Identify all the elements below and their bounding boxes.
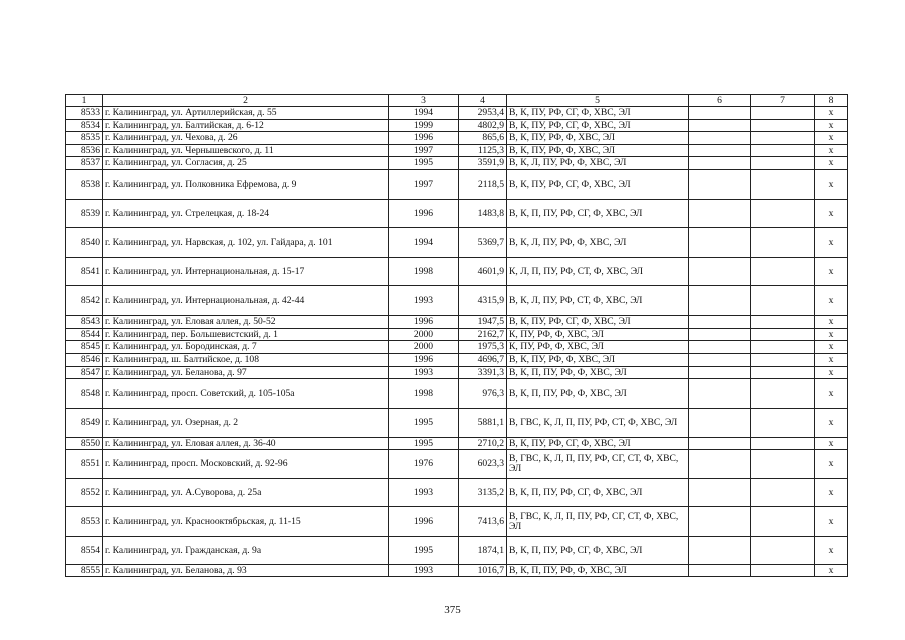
column-7-cell bbox=[751, 450, 815, 479]
column-7-cell bbox=[751, 537, 815, 565]
year-cell: 1998 bbox=[389, 379, 459, 409]
area-cell: 5881,1 bbox=[459, 409, 507, 438]
services-cell: В, К, П, ПУ, РФ, СГ, Ф, ХВС, ЭЛ bbox=[507, 537, 689, 565]
address-cell: г. Калининград, ул. Еловая аллея, д. 50-52 bbox=[103, 316, 389, 329]
services-cell: В, ГВС, К, Л, П, ПУ, РФ, СГ, СТ, Ф, ХВС, ЭЛ bbox=[507, 450, 689, 479]
column-7-cell bbox=[751, 438, 815, 450]
housing-table bbox=[65, 94, 848, 577]
column-6-cell bbox=[689, 286, 751, 316]
row-number-cell: 8534 bbox=[66, 120, 103, 132]
table-row bbox=[66, 170, 848, 200]
mark-cell: х bbox=[815, 354, 848, 367]
table-row bbox=[66, 200, 848, 228]
row-number-cell: 8548 bbox=[66, 379, 103, 409]
services-cell: В, К, П, ПУ, РФ, СГ, Ф, ХВС, ЭЛ bbox=[507, 479, 689, 507]
row-number-cell: 8552 bbox=[66, 479, 103, 507]
table-row bbox=[66, 316, 848, 329]
row-number-cell: 8549 bbox=[66, 409, 103, 438]
year-cell: 1996 bbox=[389, 132, 459, 145]
mark-cell: х bbox=[815, 565, 848, 577]
header-cell-3: 3 bbox=[389, 95, 459, 107]
address-cell: г. Калининград, ул. Артиллерийская, д. 55 bbox=[103, 107, 389, 120]
address-cell: г. Калининград, ул. Бородинская, д. 7 bbox=[103, 341, 389, 354]
row-number-cell: 8555 bbox=[66, 565, 103, 577]
column-7-cell bbox=[751, 170, 815, 200]
area-cell: 3391,3 bbox=[459, 367, 507, 379]
table-row bbox=[66, 565, 848, 577]
column-6-cell bbox=[689, 329, 751, 341]
column-7-cell bbox=[751, 132, 815, 145]
area-cell: 1947,5 bbox=[459, 316, 507, 329]
mark-cell: х bbox=[815, 450, 848, 479]
services-cell: В, К, ПУ, РФ, СГ, Ф, ХВС, ЭЛ bbox=[507, 438, 689, 450]
year-cell: 1999 bbox=[389, 120, 459, 132]
area-cell: 1125,3 bbox=[459, 145, 507, 157]
services-cell: В, К, П, ПУ, РФ, Ф, ХВС, ЭЛ bbox=[507, 565, 689, 577]
row-number-cell: 8538 bbox=[66, 170, 103, 200]
row-number-cell: 8536 bbox=[66, 145, 103, 157]
column-6-cell bbox=[689, 228, 751, 258]
year-cell: 1993 bbox=[389, 367, 459, 379]
mark-cell: х bbox=[815, 409, 848, 438]
mark-cell: х bbox=[815, 438, 848, 450]
column-6-cell bbox=[689, 565, 751, 577]
year-cell: 1996 bbox=[389, 316, 459, 329]
column-6-cell bbox=[689, 367, 751, 379]
area-cell: 1874,1 bbox=[459, 537, 507, 565]
services-cell: К, Л, П, ПУ, РФ, СТ, Ф, ХВС, ЭЛ bbox=[507, 258, 689, 286]
mark-cell: х bbox=[815, 145, 848, 157]
year-cell: 1995 bbox=[389, 438, 459, 450]
mark-cell: х bbox=[815, 341, 848, 354]
header-row bbox=[66, 95, 848, 107]
mark-cell: х bbox=[815, 132, 848, 145]
address-cell: г. Калининград, просп. Московский, д. 92-96 bbox=[103, 450, 389, 479]
column-7-cell bbox=[751, 479, 815, 507]
mark-cell: х bbox=[815, 479, 848, 507]
column-7-cell bbox=[751, 565, 815, 577]
address-cell: г. Калининград, ул. Согласия, д. 25 bbox=[103, 157, 389, 170]
column-7-cell bbox=[751, 286, 815, 316]
row-number-cell: 8533 bbox=[66, 107, 103, 120]
services-cell: В, К, Л, ПУ, РФ, СТ, Ф, ХВС, ЭЛ bbox=[507, 286, 689, 316]
column-7-cell bbox=[751, 341, 815, 354]
services-cell: В, К, ПУ, РФ, СГ, Ф, ХВС, ЭЛ bbox=[507, 316, 689, 329]
area-cell: 2953,4 bbox=[459, 107, 507, 120]
table-row bbox=[66, 107, 848, 120]
address-cell: г. Калининград, ул. Стрелецкая, д. 18-24 bbox=[103, 200, 389, 228]
mark-cell: х bbox=[815, 286, 848, 316]
row-number-cell: 8541 bbox=[66, 258, 103, 286]
column-6-cell bbox=[689, 258, 751, 286]
column-6-cell bbox=[689, 379, 751, 409]
year-cell: 1997 bbox=[389, 145, 459, 157]
area-cell: 5369,7 bbox=[459, 228, 507, 258]
column-6-cell bbox=[689, 200, 751, 228]
year-cell: 1995 bbox=[389, 157, 459, 170]
header-cell-6: 6 bbox=[689, 95, 751, 107]
column-7-cell bbox=[751, 258, 815, 286]
year-cell: 1996 bbox=[389, 507, 459, 537]
column-6-cell bbox=[689, 132, 751, 145]
address-cell: г. Калининград, ул. Чернышевского, д. 11 bbox=[103, 145, 389, 157]
table-row bbox=[66, 379, 848, 409]
address-cell: г. Калининград, ул. Беланова, д. 97 bbox=[103, 367, 389, 379]
mark-cell: х bbox=[815, 379, 848, 409]
header-cell-5: 5 bbox=[507, 95, 689, 107]
mark-cell: х bbox=[815, 200, 848, 228]
column-6-cell bbox=[689, 170, 751, 200]
services-cell: В, К, П, ПУ, РФ, Ф, ХВС, ЭЛ bbox=[507, 379, 689, 409]
address-cell: г. Калининград, ул. Еловая аллея, д. 36-40 bbox=[103, 438, 389, 450]
year-cell: 1976 bbox=[389, 450, 459, 479]
table-row bbox=[66, 409, 848, 438]
mark-cell: х bbox=[815, 329, 848, 341]
column-7-cell bbox=[751, 107, 815, 120]
column-6-cell bbox=[689, 145, 751, 157]
area-cell: 1975,3 bbox=[459, 341, 507, 354]
mark-cell: х bbox=[815, 537, 848, 565]
row-number-cell: 8544 bbox=[66, 329, 103, 341]
address-cell: г. Калининград, ш. Балтийское, д. 108 bbox=[103, 354, 389, 367]
table-row bbox=[66, 132, 848, 145]
row-number-cell: 8545 bbox=[66, 341, 103, 354]
table-row bbox=[66, 329, 848, 341]
row-number-cell: 8542 bbox=[66, 286, 103, 316]
column-6-cell bbox=[689, 107, 751, 120]
area-cell: 4802,9 bbox=[459, 120, 507, 132]
services-cell: В, К, ПУ, РФ, СГ, Ф, ХВС, ЭЛ bbox=[507, 107, 689, 120]
column-7-cell bbox=[751, 379, 815, 409]
address-cell: г. Калининград, ул. Чехова, д. 26 bbox=[103, 132, 389, 145]
year-cell: 2000 bbox=[389, 329, 459, 341]
year-cell: 1995 bbox=[389, 409, 459, 438]
area-cell: 4601,9 bbox=[459, 258, 507, 286]
area-cell: 1016,7 bbox=[459, 565, 507, 577]
row-number-cell: 8539 bbox=[66, 200, 103, 228]
area-cell: 4315,9 bbox=[459, 286, 507, 316]
address-cell: г. Калининград, ул. Гражданская, д. 9а bbox=[103, 537, 389, 565]
area-cell: 7413,6 bbox=[459, 507, 507, 537]
row-number-cell: 8543 bbox=[66, 316, 103, 329]
table-row bbox=[66, 341, 848, 354]
area-cell: 2118,5 bbox=[459, 170, 507, 200]
services-cell: В, К, П, ПУ, РФ, СГ, Ф, ХВС, ЭЛ bbox=[507, 200, 689, 228]
header-cell-4: 4 bbox=[459, 95, 507, 107]
row-number-cell: 8540 bbox=[66, 228, 103, 258]
year-cell: 1995 bbox=[389, 537, 459, 565]
table-row bbox=[66, 157, 848, 170]
header-cell-1: 1 bbox=[66, 95, 103, 107]
services-cell: К, ПУ, РФ, Ф, ХВС, ЭЛ bbox=[507, 329, 689, 341]
column-6-cell bbox=[689, 409, 751, 438]
mark-cell: х bbox=[815, 507, 848, 537]
mark-cell: х bbox=[815, 316, 848, 329]
year-cell: 1996 bbox=[389, 200, 459, 228]
year-cell: 1993 bbox=[389, 286, 459, 316]
area-cell: 3135,2 bbox=[459, 479, 507, 507]
year-cell: 1994 bbox=[389, 228, 459, 258]
address-cell: г. Калининград, просп. Советский, д. 105-105а bbox=[103, 379, 389, 409]
mark-cell: х bbox=[815, 367, 848, 379]
mark-cell: х bbox=[815, 170, 848, 200]
services-cell: В, К, Л, ПУ, РФ, Ф, ХВС, ЭЛ bbox=[507, 157, 689, 170]
year-cell: 1997 bbox=[389, 170, 459, 200]
table-row bbox=[66, 354, 848, 367]
row-number-cell: 8551 bbox=[66, 450, 103, 479]
column-7-cell bbox=[751, 228, 815, 258]
mark-cell: х bbox=[815, 107, 848, 120]
column-6-cell bbox=[689, 341, 751, 354]
area-cell: 2162,7 bbox=[459, 329, 507, 341]
area-cell: 6023,3 bbox=[459, 450, 507, 479]
area-cell: 3591,9 bbox=[459, 157, 507, 170]
table-row bbox=[66, 450, 848, 479]
column-6-cell bbox=[689, 316, 751, 329]
services-cell: В, К, ПУ, РФ, Ф, ХВС, ЭЛ bbox=[507, 132, 689, 145]
table-row bbox=[66, 367, 848, 379]
services-cell: В, К, ПУ, РФ, Ф, ХВС, ЭЛ bbox=[507, 354, 689, 367]
address-cell: г. Калининград, ул. Балтийская, д. 6-12 bbox=[103, 120, 389, 132]
services-cell: В, ГВС, К, Л, П, ПУ, РФ, СТ, Ф, ХВС, ЭЛ bbox=[507, 409, 689, 438]
services-cell: В, К, П, ПУ, РФ, Ф, ХВС, ЭЛ bbox=[507, 367, 689, 379]
services-cell: В, К, ПУ, РФ, Ф, ХВС, ЭЛ bbox=[507, 145, 689, 157]
mark-cell: х bbox=[815, 120, 848, 132]
address-cell: г. Калининград, ул. Интернациональная, д. 42-44 bbox=[103, 286, 389, 316]
address-cell: г. Калининград, ул. Интернациональная, д. 15-17 bbox=[103, 258, 389, 286]
table-row bbox=[66, 507, 848, 537]
column-6-cell bbox=[689, 537, 751, 565]
area-cell: 4696,7 bbox=[459, 354, 507, 367]
page-number: 375 bbox=[444, 604, 461, 616]
column-7-cell bbox=[751, 354, 815, 367]
row-number-cell: 8546 bbox=[66, 354, 103, 367]
address-cell: г. Калининград, пер. Большевистский, д. 1 bbox=[103, 329, 389, 341]
table-row bbox=[66, 286, 848, 316]
address-cell: г. Калининград, ул. А.Суворова, д. 25а bbox=[103, 479, 389, 507]
year-cell: 1994 bbox=[389, 107, 459, 120]
area-cell: 865,6 bbox=[459, 132, 507, 145]
column-6-cell bbox=[689, 354, 751, 367]
column-7-cell bbox=[751, 409, 815, 438]
mark-cell: х bbox=[815, 157, 848, 170]
column-7-cell bbox=[751, 507, 815, 537]
year-cell: 1993 bbox=[389, 565, 459, 577]
row-number-cell: 8537 bbox=[66, 157, 103, 170]
column-7-cell bbox=[751, 367, 815, 379]
header-cell-8: 8 bbox=[815, 95, 848, 107]
column-7-cell bbox=[751, 316, 815, 329]
table-row bbox=[66, 537, 848, 565]
area-cell: 976,3 bbox=[459, 379, 507, 409]
row-number-cell: 8550 bbox=[66, 438, 103, 450]
column-6-cell bbox=[689, 120, 751, 132]
table-row bbox=[66, 479, 848, 507]
mark-cell: х bbox=[815, 228, 848, 258]
year-cell: 1998 bbox=[389, 258, 459, 286]
row-number-cell: 8535 bbox=[66, 132, 103, 145]
column-7-cell bbox=[751, 157, 815, 170]
address-cell: г. Калининград, ул. Беланова, д. 93 bbox=[103, 565, 389, 577]
row-number-cell: 8554 bbox=[66, 537, 103, 565]
column-6-cell bbox=[689, 450, 751, 479]
services-cell: В, К, Л, ПУ, РФ, Ф, ХВС, ЭЛ bbox=[507, 228, 689, 258]
services-cell: В, К, ПУ, РФ, СГ, Ф, ХВС, ЭЛ bbox=[507, 170, 689, 200]
row-number-cell: 8553 bbox=[66, 507, 103, 537]
row-number-cell: 8547 bbox=[66, 367, 103, 379]
table-row bbox=[66, 228, 848, 258]
column-7-cell bbox=[751, 329, 815, 341]
area-cell: 1483,8 bbox=[459, 200, 507, 228]
table-row bbox=[66, 258, 848, 286]
address-cell: г. Калининград, ул. Полковника Ефремова, д. 9 bbox=[103, 170, 389, 200]
column-6-cell bbox=[689, 479, 751, 507]
column-6-cell bbox=[689, 507, 751, 537]
year-cell: 1993 bbox=[389, 479, 459, 507]
table-row bbox=[66, 145, 848, 157]
mark-cell: х bbox=[815, 258, 848, 286]
header-cell-2: 2 bbox=[103, 95, 389, 107]
address-cell: г. Калининград, ул. Нарвская, д. 102, ул. Гайдара, д. 101 bbox=[103, 228, 389, 258]
year-cell: 1996 bbox=[389, 354, 459, 367]
services-cell: В, К, ПУ, РФ, СГ, Ф, ХВС, ЭЛ bbox=[507, 120, 689, 132]
column-7-cell bbox=[751, 120, 815, 132]
table-row bbox=[66, 438, 848, 450]
year-cell: 2000 bbox=[389, 341, 459, 354]
address-cell: г. Калининград, ул. Краснооктябрьская, д. 11-15 bbox=[103, 507, 389, 537]
area-cell: 2710,2 bbox=[459, 438, 507, 450]
column-6-cell bbox=[689, 438, 751, 450]
column-7-cell bbox=[751, 200, 815, 228]
address-cell: г. Калининград, ул. Озерная, д. 2 bbox=[103, 409, 389, 438]
services-cell: К, ПУ, РФ, Ф, ХВС, ЭЛ bbox=[507, 341, 689, 354]
table-row bbox=[66, 120, 848, 132]
column-7-cell bbox=[751, 145, 815, 157]
column-6-cell bbox=[689, 157, 751, 170]
header-cell-7: 7 bbox=[751, 95, 815, 107]
services-cell: В, ГВС, К, Л, П, ПУ, РФ, СГ, СТ, Ф, ХВС, ЭЛ bbox=[507, 507, 689, 537]
